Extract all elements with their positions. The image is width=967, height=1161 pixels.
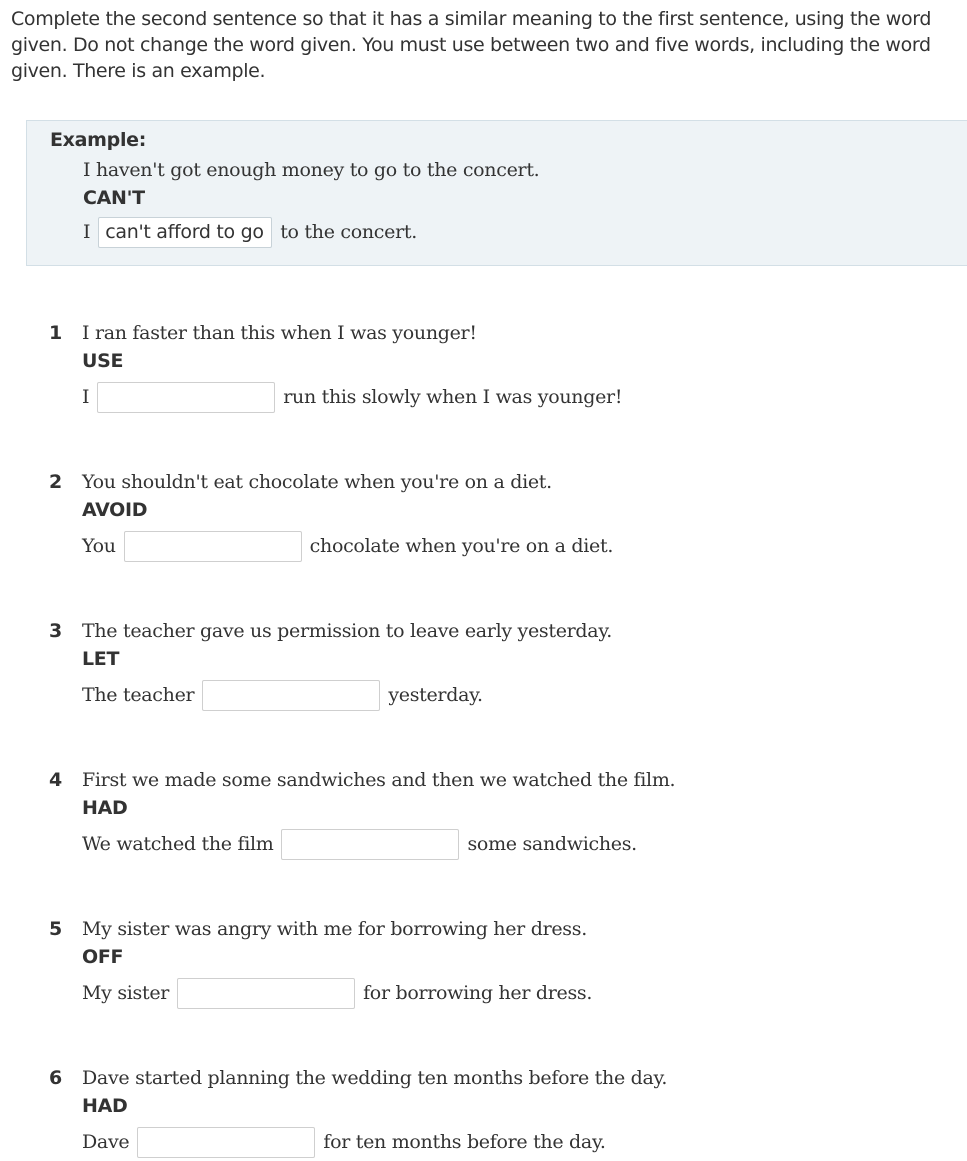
question-answer-line bbox=[82, 529, 613, 563]
example-label: Example: bbox=[50, 129, 147, 151]
answer-input-5[interactable] bbox=[177, 978, 355, 1009]
question-sentence: You shouldn't eat chocolate when you're on a diet. bbox=[82, 471, 552, 493]
question-number: 3 bbox=[49, 620, 63, 642]
answer-input-4[interactable] bbox=[281, 829, 459, 860]
question-sentence: The teacher gave us permission to leave early yesterday. bbox=[82, 620, 612, 642]
question-answer-line bbox=[82, 976, 592, 1010]
example-answer-line bbox=[83, 215, 417, 249]
answer-before-text: My sister bbox=[82, 982, 170, 1004]
example-sentence: I haven't got enough money to go to the concert. bbox=[83, 159, 540, 181]
answer-input-2[interactable] bbox=[124, 531, 302, 562]
question-number: 1 bbox=[49, 322, 63, 344]
answer-before-text: The teacher bbox=[82, 684, 195, 706]
question-number: 5 bbox=[49, 918, 63, 940]
question-number: 6 bbox=[49, 1067, 63, 1089]
answer-input-3[interactable] bbox=[202, 680, 380, 711]
answer-before-text: Dave bbox=[82, 1131, 130, 1153]
question-keyword: OFF bbox=[82, 946, 124, 968]
question-keyword: LET bbox=[82, 648, 120, 670]
question-answer-line bbox=[82, 380, 622, 414]
question-sentence: My sister was angry with me for borrowing her dress. bbox=[82, 918, 587, 940]
question-number: 4 bbox=[49, 769, 63, 791]
instructions-text: Complete the second sentence so that it has a similar meaning to the first sentence, using the word given. Do not change the word given. You must use between two and five words, including the word given. There is an example. bbox=[11, 8, 932, 82]
question-keyword: USE bbox=[82, 350, 124, 372]
question-sentence: First we made some sandwiches and then we watched the film. bbox=[82, 769, 676, 791]
answer-before-text: You bbox=[82, 535, 116, 557]
question-keyword: AVOID bbox=[82, 499, 148, 521]
question-answer-line bbox=[82, 678, 483, 712]
question-keyword: HAD bbox=[82, 1095, 128, 1117]
answer-before-text: We watched the film bbox=[82, 833, 274, 855]
question-number: 2 bbox=[49, 471, 63, 493]
answer-after-text: chocolate when you're on a diet. bbox=[309, 535, 614, 557]
answer-after-text: yesterday. bbox=[388, 684, 483, 706]
question-keyword: HAD bbox=[82, 797, 128, 819]
example-keyword: CAN'T bbox=[83, 187, 145, 209]
answer-after-text: run this slowly when I was younger! bbox=[283, 386, 623, 408]
answer-after-text: some sandwiches. bbox=[467, 833, 637, 855]
question-sentence: Dave started planning the wedding ten months before the day. bbox=[82, 1067, 668, 1089]
question-sentence: I ran faster than this when I was younger! bbox=[82, 322, 477, 344]
answer-after-text: for ten months before the day. bbox=[323, 1131, 606, 1153]
question-answer-line bbox=[82, 1125, 606, 1159]
answer-input-1[interactable] bbox=[97, 382, 275, 413]
answer-after-text: for borrowing her dress. bbox=[363, 982, 593, 1004]
question-answer-line bbox=[82, 827, 637, 861]
example-before-text: I bbox=[83, 221, 91, 243]
answer-input-6[interactable] bbox=[137, 1127, 315, 1158]
example-answer-box: can't afford to go bbox=[98, 217, 272, 248]
example-box bbox=[26, 120, 967, 266]
answer-before-text: I bbox=[82, 386, 90, 408]
example-after-text: to the concert. bbox=[280, 221, 417, 243]
